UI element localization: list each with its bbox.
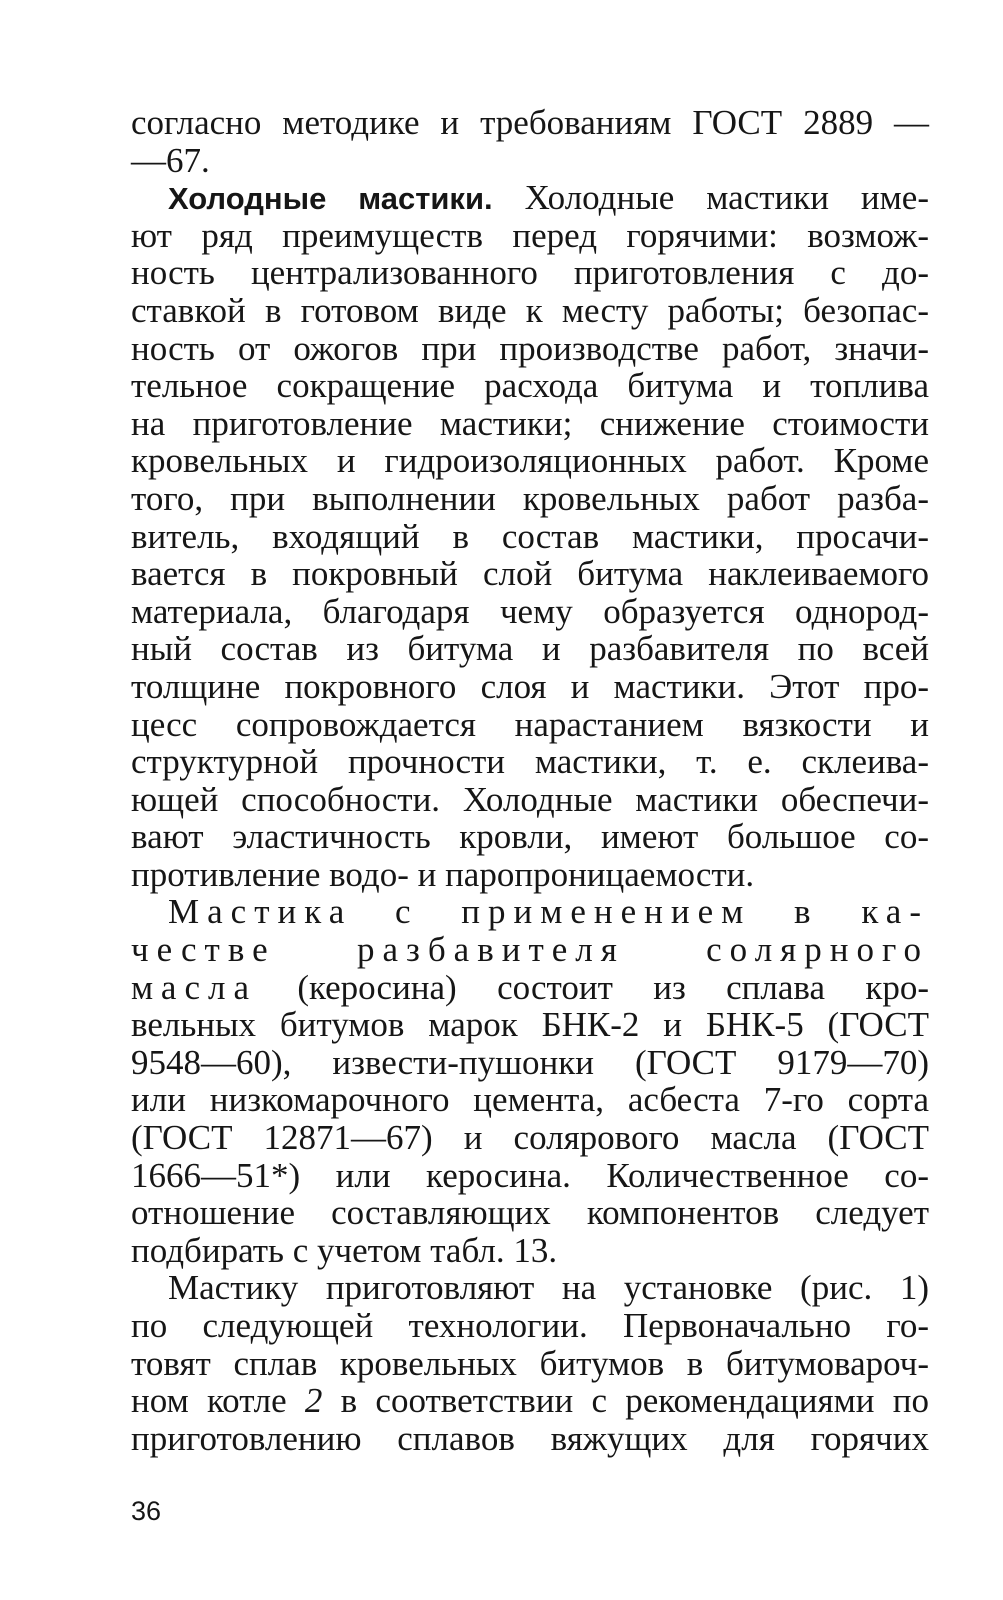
text-line: ный состав из битума и разбавителя по всей	[131, 629, 929, 669]
spaced-term: масла	[131, 967, 257, 1007]
text-line: приготовлению сплавов вяжущих для горячих	[131, 1418, 929, 1458]
text-run: ном котле	[131, 1381, 305, 1421]
text-line: кровельных и гидроизоляционных работ. Кроме	[131, 441, 929, 481]
text-line	[131, 969, 929, 1007]
text-run: Холодные мастики име-	[492, 178, 929, 218]
text-line: или низкомарочного цемента, асбеста 7-го сорта	[131, 1080, 929, 1120]
text-line: —67.	[131, 140, 210, 180]
text-line: ставкой в готовом виде к месту работы; безопас-	[131, 290, 929, 330]
text-line: товят сплав кровельных битумов в битумовароч-	[131, 1343, 929, 1383]
text-line: (ГОСТ 12871—67) и солярового масла (ГОСТ	[131, 1118, 929, 1158]
page-body	[131, 104, 929, 1457]
text-line: материала, благодаря чему образуется однород-	[131, 591, 929, 631]
text-line: вельных битумов марок БНК-2 и БНК-5 (ГОСТ	[131, 1005, 929, 1045]
section-heading: Холодные мастики.	[168, 181, 493, 217]
text-line: ющей способности. Холодные мастики обеспечи-	[131, 779, 929, 819]
text-line: ность от ожогов при производстве работ, значи-	[131, 328, 929, 368]
figure-reference: 2	[304, 1381, 323, 1421]
text-line: ют ряд преимуществ перед горячими: возмож-	[131, 215, 929, 255]
page-number: 36	[131, 1496, 162, 1526]
text-line: толщине покровного слоя и мастики. Этот про-	[131, 666, 929, 706]
text-line: цесс сопровождается нарастанием вязкости и	[131, 704, 929, 744]
text-line: противление водо- и паропроницаемости.	[131, 854, 755, 894]
paragraph-4	[131, 1269, 929, 1457]
text-line: согласно методике и требованиям ГОСТ 2889 —	[131, 103, 929, 142]
text-run: (керосина) состоит из сплава кро-	[256, 967, 929, 1007]
text-line	[131, 179, 929, 217]
text-line: структурной прочности мастики, т. е. склеива-	[131, 742, 929, 782]
text-line: подбирать с учетом табл. 13.	[131, 1230, 558, 1270]
text-line: 9548—60), извести-пушонки (ГОСТ 9179—70)	[131, 1042, 929, 1082]
text-line: честве разбавителя солярного	[131, 930, 929, 970]
text-line: отношение составляющих компонентов следует	[131, 1193, 929, 1233]
text-line: ность централизованного приготовления с до-	[131, 253, 929, 293]
text-line: тельное сокращение расхода битума и топлива	[131, 366, 929, 406]
text-line: вают эластичность кровли, имеют большое со-	[131, 817, 929, 857]
text-line: Мастику приготовляют на установке (рис. 1)	[168, 1268, 929, 1308]
text-line: по следующей технологии. Первоначально го-	[131, 1306, 929, 1345]
paragraph-1	[131, 104, 929, 179]
text-line: вается в покровный слой битума наклеиваемого	[131, 554, 929, 594]
text-line: витель, входящий в состав мастики, просачи-	[131, 516, 929, 556]
text-run: в соответствии с рекомендациями по	[322, 1381, 929, 1421]
text-line: того, при выполнении кровельных работ разба-	[131, 478, 929, 518]
text-line: на приготовление мастики; снижение стоимости	[131, 403, 929, 443]
text-line: 1666—51*) или керосина. Количественное со-	[131, 1155, 929, 1195]
paragraph-2	[131, 179, 929, 893]
paragraph-3	[131, 893, 929, 1269]
text-line	[131, 1382, 929, 1420]
text-line: Мастика с применением в ка-	[168, 892, 929, 932]
